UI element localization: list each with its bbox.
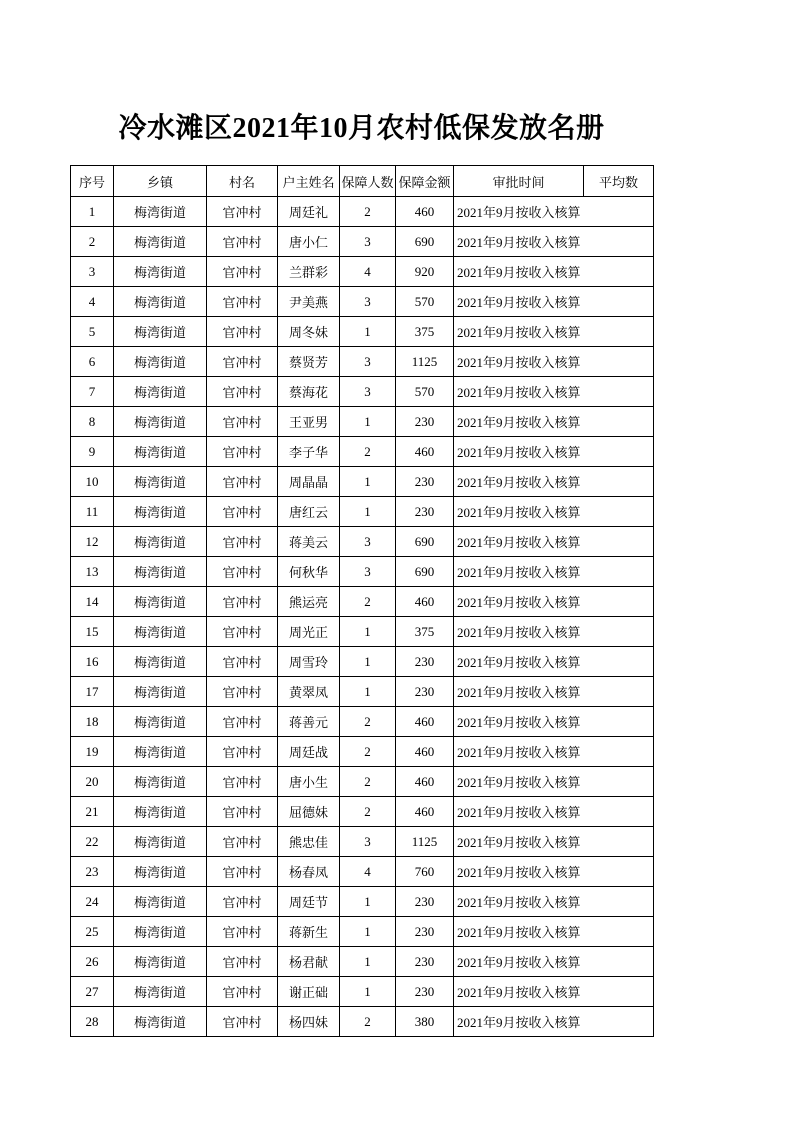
cell-name: 何秋华 [278, 557, 340, 587]
cell-name: 熊运亮 [278, 587, 340, 617]
cell-township: 梅湾街道 [114, 377, 207, 407]
table-row [71, 887, 654, 917]
cell-people: 1 [340, 317, 396, 347]
cell-township: 梅湾街道 [114, 1007, 207, 1037]
cell-township: 梅湾街道 [114, 317, 207, 347]
cell-people: 1 [340, 677, 396, 707]
table-row [71, 437, 654, 467]
cell-approval: 2021年9月按收入核算 [454, 887, 654, 917]
col-header-average: 平均数 [584, 166, 654, 197]
table-row [71, 827, 654, 857]
cell-people: 1 [340, 887, 396, 917]
col-header-name: 户主姓名 [278, 166, 340, 197]
table-row [71, 1007, 654, 1037]
cell-name: 周雪玲 [278, 647, 340, 677]
cell-people: 1 [340, 617, 396, 647]
table-row [71, 347, 654, 377]
table-body [71, 197, 654, 1037]
cell-village: 官冲村 [207, 947, 278, 977]
cell-village: 官冲村 [207, 1007, 278, 1037]
cell-approval: 2021年9月按收入核算 [454, 947, 654, 977]
cell-approval: 2021年9月按收入核算 [454, 707, 654, 737]
cell-village: 官冲村 [207, 767, 278, 797]
cell-approval: 2021年9月按收入核算 [454, 827, 654, 857]
table-row [71, 797, 654, 827]
table-row [71, 647, 654, 677]
table-row [71, 617, 654, 647]
cell-name: 王亚男 [278, 407, 340, 437]
cell-people: 3 [340, 527, 396, 557]
cell-township: 梅湾街道 [114, 587, 207, 617]
cell-no: 16 [71, 647, 114, 677]
cell-name: 蔡贤芳 [278, 347, 340, 377]
cell-people: 2 [340, 767, 396, 797]
cell-name: 蒋善元 [278, 707, 340, 737]
table-row [71, 557, 654, 587]
table-row [71, 197, 654, 227]
cell-village: 官冲村 [207, 677, 278, 707]
cell-village: 官冲村 [207, 827, 278, 857]
roster-table [70, 165, 654, 1037]
table-row [71, 767, 654, 797]
cell-approval: 2021年9月按收入核算 [454, 497, 654, 527]
cell-name: 尹美燕 [278, 287, 340, 317]
cell-village: 官冲村 [207, 527, 278, 557]
cell-township: 梅湾街道 [114, 197, 207, 227]
cell-approval: 2021年9月按收入核算 [454, 437, 654, 467]
cell-township: 梅湾街道 [114, 977, 207, 1007]
cell-no: 14 [71, 587, 114, 617]
cell-amount: 230 [396, 677, 454, 707]
cell-amount: 690 [396, 227, 454, 257]
cell-name: 杨春凤 [278, 857, 340, 887]
cell-name: 熊忠佳 [278, 827, 340, 857]
cell-village: 官冲村 [207, 407, 278, 437]
cell-amount: 570 [396, 377, 454, 407]
cell-people: 1 [340, 977, 396, 1007]
cell-amount: 460 [396, 737, 454, 767]
cell-no: 17 [71, 677, 114, 707]
cell-name: 周冬妹 [278, 317, 340, 347]
cell-people: 3 [340, 377, 396, 407]
cell-people: 3 [340, 557, 396, 587]
cell-township: 梅湾街道 [114, 617, 207, 647]
cell-no: 20 [71, 767, 114, 797]
table-row [71, 527, 654, 557]
cell-village: 官冲村 [207, 437, 278, 467]
cell-township: 梅湾街道 [114, 947, 207, 977]
cell-people: 1 [340, 647, 396, 677]
cell-amount: 230 [396, 647, 454, 677]
cell-amount: 460 [396, 437, 454, 467]
cell-no: 4 [71, 287, 114, 317]
cell-no: 11 [71, 497, 114, 527]
table-row [71, 467, 654, 497]
table-row [71, 227, 654, 257]
cell-village: 官冲村 [207, 737, 278, 767]
cell-amount: 230 [396, 917, 454, 947]
cell-no: 28 [71, 1007, 114, 1037]
cell-amount: 460 [396, 707, 454, 737]
col-header-village: 村名 [207, 166, 278, 197]
cell-amount: 230 [396, 497, 454, 527]
cell-village: 官冲村 [207, 497, 278, 527]
cell-no: 6 [71, 347, 114, 377]
cell-approval: 2021年9月按收入核算 [454, 617, 654, 647]
cell-village: 官冲村 [207, 377, 278, 407]
cell-name: 李子华 [278, 437, 340, 467]
cell-no: 7 [71, 377, 114, 407]
table-row [71, 287, 654, 317]
cell-no: 21 [71, 797, 114, 827]
cell-township: 梅湾街道 [114, 287, 207, 317]
cell-township: 梅湾街道 [114, 917, 207, 947]
cell-approval: 2021年9月按收入核算 [454, 227, 654, 257]
cell-approval: 2021年9月按收入核算 [454, 377, 654, 407]
cell-township: 梅湾街道 [114, 887, 207, 917]
cell-township: 梅湾街道 [114, 437, 207, 467]
cell-village: 官冲村 [207, 797, 278, 827]
cell-people: 3 [340, 287, 396, 317]
cell-no: 26 [71, 947, 114, 977]
cell-township: 梅湾街道 [114, 737, 207, 767]
cell-amount: 230 [396, 977, 454, 1007]
cell-no: 12 [71, 527, 114, 557]
cell-township: 梅湾街道 [114, 827, 207, 857]
table-row [71, 737, 654, 767]
cell-approval: 2021年9月按收入核算 [454, 317, 654, 347]
cell-name: 周廷战 [278, 737, 340, 767]
cell-township: 梅湾街道 [114, 497, 207, 527]
cell-no: 23 [71, 857, 114, 887]
cell-township: 梅湾街道 [114, 857, 207, 887]
table-row [71, 407, 654, 437]
cell-approval: 2021年9月按收入核算 [454, 857, 654, 887]
cell-village: 官冲村 [207, 287, 278, 317]
cell-name: 唐小生 [278, 767, 340, 797]
cell-township: 梅湾街道 [114, 407, 207, 437]
cell-no: 25 [71, 917, 114, 947]
cell-amount: 460 [396, 797, 454, 827]
cell-village: 官冲村 [207, 857, 278, 887]
col-header-no: 序号 [71, 166, 114, 197]
cell-approval: 2021年9月按收入核算 [454, 287, 654, 317]
cell-no: 27 [71, 977, 114, 1007]
cell-village: 官冲村 [207, 467, 278, 497]
cell-village: 官冲村 [207, 587, 278, 617]
cell-no: 24 [71, 887, 114, 917]
cell-name: 蒋新生 [278, 917, 340, 947]
cell-no: 19 [71, 737, 114, 767]
cell-people: 2 [340, 1007, 396, 1037]
cell-people: 1 [340, 917, 396, 947]
col-header-amount: 保障金额 [396, 166, 454, 197]
col-header-township: 乡镇 [114, 166, 207, 197]
cell-no: 3 [71, 257, 114, 287]
cell-approval: 2021年9月按收入核算 [454, 557, 654, 587]
cell-approval: 2021年9月按收入核算 [454, 347, 654, 377]
cell-people: 2 [340, 587, 396, 617]
table-row [71, 677, 654, 707]
cell-township: 梅湾街道 [114, 227, 207, 257]
cell-approval: 2021年9月按收入核算 [454, 797, 654, 827]
cell-approval: 2021年9月按收入核算 [454, 977, 654, 1007]
cell-name: 兰群彩 [278, 257, 340, 287]
cell-people: 1 [340, 947, 396, 977]
cell-name: 杨四妹 [278, 1007, 340, 1037]
col-header-approval: 审批时间 [454, 166, 584, 197]
cell-amount: 690 [396, 557, 454, 587]
cell-township: 梅湾街道 [114, 707, 207, 737]
table-row [71, 497, 654, 527]
cell-approval: 2021年9月按收入核算 [454, 647, 654, 677]
cell-village: 官冲村 [207, 917, 278, 947]
cell-approval: 2021年9月按收入核算 [454, 767, 654, 797]
cell-name: 谢正础 [278, 977, 340, 1007]
cell-name: 黄翠凤 [278, 677, 340, 707]
cell-approval: 2021年9月按收入核算 [454, 587, 654, 617]
cell-township: 梅湾街道 [114, 467, 207, 497]
cell-amount: 375 [396, 617, 454, 647]
cell-amount: 460 [396, 587, 454, 617]
cell-amount: 230 [396, 467, 454, 497]
cell-people: 2 [340, 797, 396, 827]
cell-township: 梅湾街道 [114, 557, 207, 587]
table-row [71, 977, 654, 1007]
cell-township: 梅湾街道 [114, 647, 207, 677]
cell-township: 梅湾街道 [114, 257, 207, 287]
cell-no: 1 [71, 197, 114, 227]
cell-no: 13 [71, 557, 114, 587]
table-row [71, 917, 654, 947]
cell-village: 官冲村 [207, 347, 278, 377]
cell-village: 官冲村 [207, 227, 278, 257]
cell-no: 18 [71, 707, 114, 737]
cell-amount: 920 [396, 257, 454, 287]
cell-amount: 570 [396, 287, 454, 317]
cell-name: 蔡海花 [278, 377, 340, 407]
cell-amount: 460 [396, 197, 454, 227]
cell-township: 梅湾街道 [114, 347, 207, 377]
cell-name: 唐红云 [278, 497, 340, 527]
cell-people: 1 [340, 467, 396, 497]
cell-people: 2 [340, 437, 396, 467]
col-header-people: 保障人数 [340, 166, 396, 197]
cell-approval: 2021年9月按收入核算 [454, 257, 654, 287]
cell-amount: 460 [396, 767, 454, 797]
cell-no: 15 [71, 617, 114, 647]
header-row [71, 166, 654, 197]
cell-people: 3 [340, 827, 396, 857]
cell-people: 4 [340, 257, 396, 287]
cell-name: 周光正 [278, 617, 340, 647]
cell-no: 2 [71, 227, 114, 257]
table-row [71, 377, 654, 407]
cell-no: 10 [71, 467, 114, 497]
table-row [71, 707, 654, 737]
cell-village: 官冲村 [207, 197, 278, 227]
cell-village: 官冲村 [207, 707, 278, 737]
cell-approval: 2021年9月按收入核算 [454, 737, 654, 767]
cell-village: 官冲村 [207, 647, 278, 677]
cell-township: 梅湾街道 [114, 527, 207, 557]
cell-no: 22 [71, 827, 114, 857]
table-row [71, 317, 654, 347]
page-title: 冷水滩区2021年10月农村低保发放名册 [118, 113, 605, 144]
cell-township: 梅湾街道 [114, 797, 207, 827]
cell-amount: 690 [396, 527, 454, 557]
cell-amount: 380 [396, 1007, 454, 1037]
cell-name: 周廷礼 [278, 197, 340, 227]
cell-village: 官冲村 [207, 617, 278, 647]
cell-no: 9 [71, 437, 114, 467]
cell-people: 1 [340, 497, 396, 527]
cell-people: 4 [340, 857, 396, 887]
cell-village: 官冲村 [207, 557, 278, 587]
cell-village: 官冲村 [207, 977, 278, 1007]
cell-name: 周廷节 [278, 887, 340, 917]
cell-people: 2 [340, 707, 396, 737]
table-row [71, 947, 654, 977]
cell-name: 唐小仁 [278, 227, 340, 257]
cell-amount: 230 [396, 407, 454, 437]
cell-name: 杨君献 [278, 947, 340, 977]
cell-approval: 2021年9月按收入核算 [454, 467, 654, 497]
cell-approval: 2021年9月按收入核算 [454, 917, 654, 947]
cell-approval: 2021年9月按收入核算 [454, 527, 654, 557]
cell-name: 蒋美云 [278, 527, 340, 557]
cell-name: 周晶晶 [278, 467, 340, 497]
cell-amount: 760 [396, 857, 454, 887]
cell-people: 3 [340, 227, 396, 257]
table-row [71, 587, 654, 617]
cell-township: 梅湾街道 [114, 677, 207, 707]
cell-no: 8 [71, 407, 114, 437]
cell-people: 2 [340, 737, 396, 767]
cell-amount: 230 [396, 887, 454, 917]
cell-village: 官冲村 [207, 317, 278, 347]
table-row [71, 857, 654, 887]
cell-approval: 2021年9月按收入核算 [454, 677, 654, 707]
cell-approval: 2021年9月按收入核算 [454, 197, 654, 227]
cell-no: 5 [71, 317, 114, 347]
cell-amount: 1125 [396, 347, 454, 377]
cell-village: 官冲村 [207, 257, 278, 287]
cell-village: 官冲村 [207, 887, 278, 917]
cell-township: 梅湾街道 [114, 767, 207, 797]
cell-people: 2 [340, 197, 396, 227]
cell-name: 屈德妹 [278, 797, 340, 827]
cell-amount: 230 [396, 947, 454, 977]
cell-amount: 375 [396, 317, 454, 347]
cell-amount: 1125 [396, 827, 454, 857]
cell-people: 1 [340, 407, 396, 437]
cell-approval: 2021年9月按收入核算 [454, 1007, 654, 1037]
cell-people: 3 [340, 347, 396, 377]
table-row [71, 257, 654, 287]
cell-approval: 2021年9月按收入核算 [454, 407, 654, 437]
